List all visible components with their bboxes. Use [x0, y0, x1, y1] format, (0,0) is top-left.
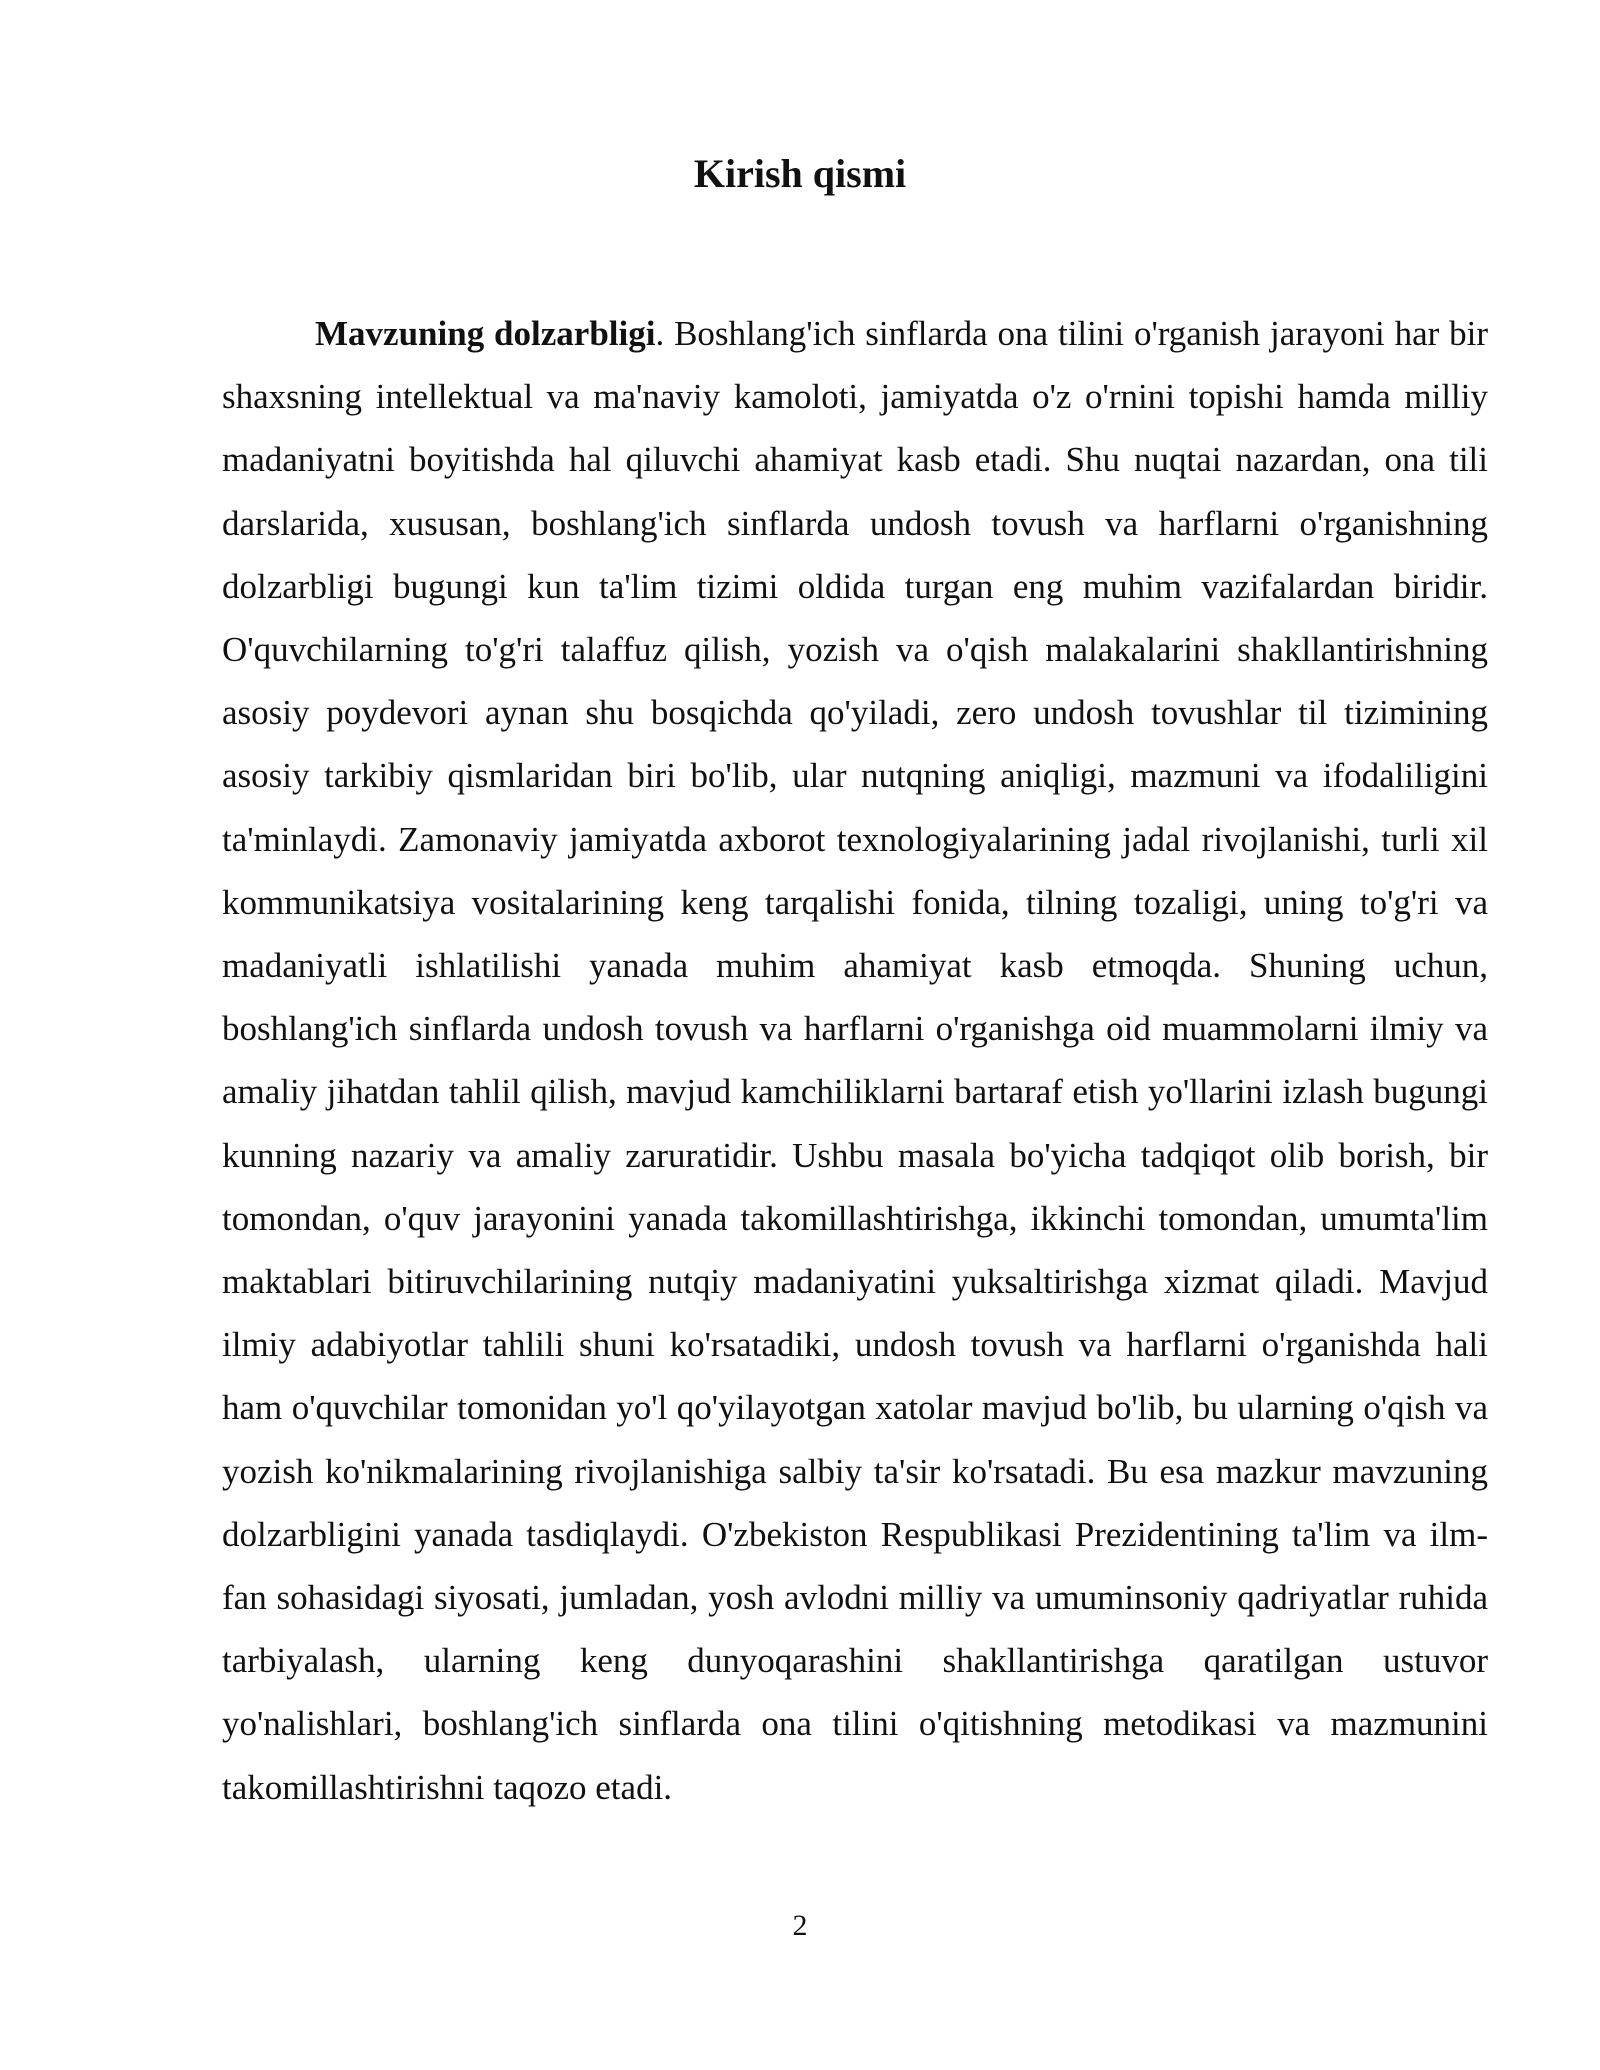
paragraph-text: Boshlang'ich sinflarda ona tilini o'rganish jarayoni har bir shaxsning intellektual va ma'naviy kamoloti, jamiyatda o'z o'rnini topishi hamda milliy madaniyatni boyitishda hal qiluvchi ahamiyat kasb etadi. Shu nuqtai nazardan, ona tili darslarida, xususan, boshlang'ich sinflarda undosh tovush va harflarni o'rganishning dolzarbligi bugungi kun ta'lim tizimi oldida turgan eng muhim vazifalardan biridir. O'quvchilarning to'g'ri talaffuz qilish, yozish va o'qish malakalarini shakllantirishning asosiy poydevori aynan shu bosqichda qo'yiladi, zero undosh tovushlar til tizimining asosiy tarkibiy qismlaridan biri bo'lib, ular nutqning aniqligi, mazmuni va ifodaliligini ta'minlaydi. Zamonaviy jamiyatda axborot texnologiyalarining jadal rivojlanishi, turli xil kommunikatsiya vositalarining keng tarqalishi fonida, tilning tozaligi, uning to'g'ri va madaniyatli ishlatilishi yanada muhim ahamiyat kasb etmoqda. Shuning uchun, boshlang'ich sinflarda undosh tovush va harflarni o'rganishga oid muammolarni ilmiy va amaliy jihatdan tahlil qilish, mavjud kamchiliklarni bartaraf etish yo'llarini izlash bugungi kunning nazariy va amaliy zaruratidir. Ushbu masala bo'yicha tadqiqot olib borish, bir tomondan, o'quv jarayonini yanada takomillashtirishga, ikkinchi tomondan, umumta'lim maktablari bitiruvchilarining nutqiy madaniyatini yuksaltirishga xizmat qiladi. Mavjud ilmiy adabiyotlar tahlili shuni ko'rsatadiki, undosh tovush va harflarni o'rganishda hali ham o'quvchilar tomonidan yo'l qo'yilayotgan xatolar mavjud bo'lib, bu ularning o'qish va yozish ko'nikmalarining rivojlanishiga salbiy ta'sir ko'rsatadi. Bu esa mazkur mavzuning dolzarbligini yanada tasdiqlaydi. O'zbekiston Respublikasi Prezidentining ta'lim va ilm-fan sohasidagi siyosati, jumladan, yosh avlodni milliy va umuminsoniy qadriyatlar ruhida tarbiyalash, ularning keng dunyoqarashini shakllantirishga qaratilgan ustuvor yo'nalishlari, boshlang'ich sinflarda ona tilini o'qitishning metodikasi va mazmunini takomillashtirishni taqozo etadi. — [222, 314, 1489, 1807]
paragraph-lead-heading: Mavzuning dolzarbligi — [315, 314, 656, 353]
page-number: 2 — [792, 1909, 808, 1942]
body-paragraph — [222, 302, 1488, 1819]
paragraph-lead-punctuation: . — [655, 314, 665, 353]
page-title: Kirish qismi — [693, 151, 907, 196]
